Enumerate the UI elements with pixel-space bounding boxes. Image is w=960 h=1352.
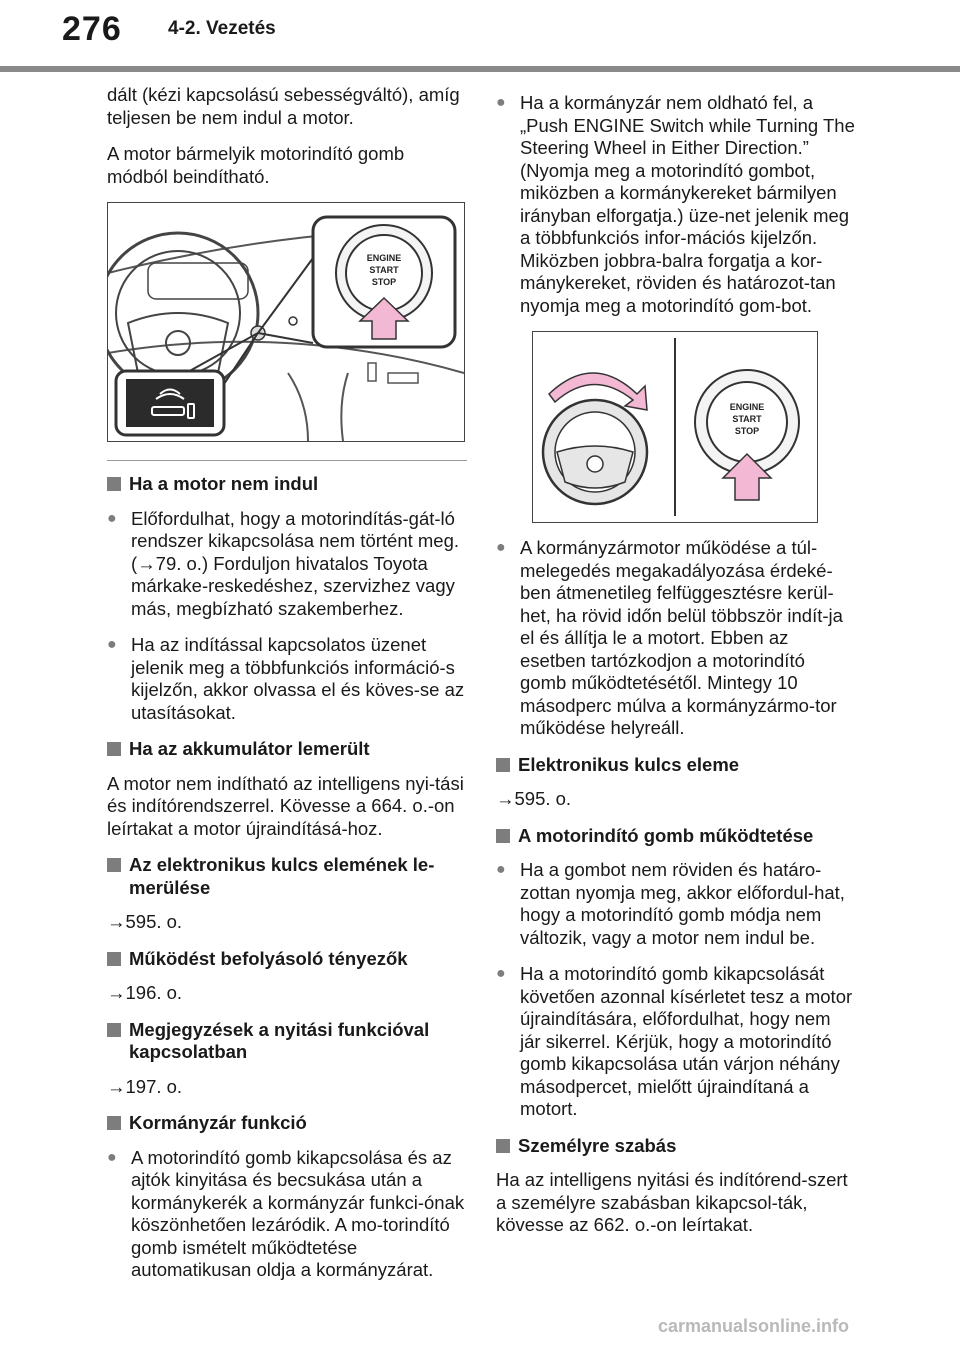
start-label: START (369, 265, 399, 275)
start-label-2: START (732, 414, 762, 424)
heading-battery: Ha az akkumulátor lemerült (107, 738, 467, 761)
left-column (107, 84, 467, 1296)
engine-label: ENGINE (366, 253, 402, 263)
watermark: carmanualsonline.info (658, 1316, 850, 1336)
heading-steering-lock: Kormányzár funkció (107, 1112, 467, 1135)
bullet-steering-lock: ● A motorindító gomb kikapcsolása és az ajtók kinyitása és becsukása után a kormánykerék a kormányzár funkci-ónak köszönhetően lezáródik. A mo-torindító gomb ismételt működtetése automatikusan oldja a kormányzárat. (107, 1147, 467, 1282)
paragraph-customization: Ha az intelligens nyitási és indítórend-szert a személyre szabásban kikapcsol-ták, kövesse az 662. o.-on leírtakat. (496, 1169, 848, 1235)
heading-button-operation: A motorindító gomb működtetése (496, 825, 856, 848)
ref-key-battery: →595. o. (107, 911, 183, 932)
bullet-button-press: ● Ha a gombot nem röviden és határo-zottan nyomja meg, akkor előfordul-hat, hogy a motorindító gomb módja nem változik, vagy a motor nem indul be. (496, 859, 856, 949)
heading-engine-not-start: Ha a motor nem indul (107, 473, 467, 496)
steering-and-button-illustration (532, 331, 818, 523)
heading-factors: Működést befolyásoló tényezők (107, 948, 467, 971)
page-number: 276 (62, 10, 122, 48)
stop-label: STOP (371, 277, 397, 287)
heading-key-battery: Az elektronikus kulcs elemének le-merülése (107, 854, 467, 899)
divider (107, 460, 467, 461)
bullet-lock-not-released: ● Ha a kormányzár nem oldható fel, a „Push ENGINE Switch while Turning The Steering Wheel in Either Direction.” (Nyomja meg a motorindító gombot, miközben a kormánykereket bármilyen irányban elforgatja.) üze-net jelenik meg a többfunkciós infor-mációs kijelzőn. Miközben jobbra-balra forgatja a kor-mánykereket, röviden és határozot-tan nyomja meg a motorindító gom-bot. (496, 92, 856, 317)
intro-paragraph-2: A motor bármelyik motorindító gomb módból beindítható. (107, 143, 405, 187)
ref-factors: →196. o. (107, 982, 183, 1003)
ref-notes: →197. o. (107, 1075, 183, 1097)
engine-label-2: ENGINE (729, 402, 765, 412)
heading-notes: Megjegyzések a nyitási funkcióval kapcsolatban (107, 1019, 467, 1064)
paragraph-battery: A motor nem indítható az intelligens nyi-tási és indítórendszerrel. Kövesse a 664. o.-on leírtakat a motor újraindításá-hoz. (107, 772, 464, 839)
heading-customization: Személyre szabás (496, 1135, 856, 1158)
header-rule (0, 66, 960, 72)
stop-label-2: STOP (734, 426, 760, 436)
ref-key-battery-right: →595. o. (496, 788, 572, 809)
section-title: 4-2. Vezetés (168, 18, 276, 39)
intro-paragraph-1: dált (kézi kapcsolású sebességváltó), amíg teljesen be nem indul a motor. (107, 84, 460, 128)
heading-key-battery-right: Elektronikus kulcs eleme (496, 754, 856, 777)
bullet-message: ● Ha az indítással kapcsolatos üzenet jelenik meg a többfunkciós információ-s kijelzőn, akkor olvassa el és köves-se az utasításokat. (107, 634, 467, 724)
bullet-lock-motor: ● A kormányzármotor működése a túl-melegedés megakadályozása érdeké-ben átmenetileg felfüggesztésre kerül-het, ha rövid időn belül többször indít-ja el és állítja le a motort. Ebben az esetben tartózkodjon a motorindító gomb működtetésétől. Mintegy 10 másodperc múlva a kormányzármo-tor működése helyreáll. (496, 537, 856, 740)
right-column (496, 92, 856, 1251)
dashboard-illustration (107, 202, 465, 442)
bullet-button-restart: ● Ha a motorindító gomb kikapcsolását követően azonnal kísérletet tesz a motor újraindítására, előfordulhat, hogy nem jár sikerrel. Kérjük, hogy a motorindító gomb kikapcsolása után várjon néhány másodpercet, mielőtt újraindítaná a motort. (496, 963, 856, 1121)
bullet-immobilizer: ● Előfordulhat, hogy a motorindítás-gát-ló rendszer kikapcsolása nem történt meg. (→79. o.) Forduljon hivatalos Toyota márkake-reskedéshez, szervizhez vagy más, megbízható szakemberhez. (107, 508, 467, 621)
